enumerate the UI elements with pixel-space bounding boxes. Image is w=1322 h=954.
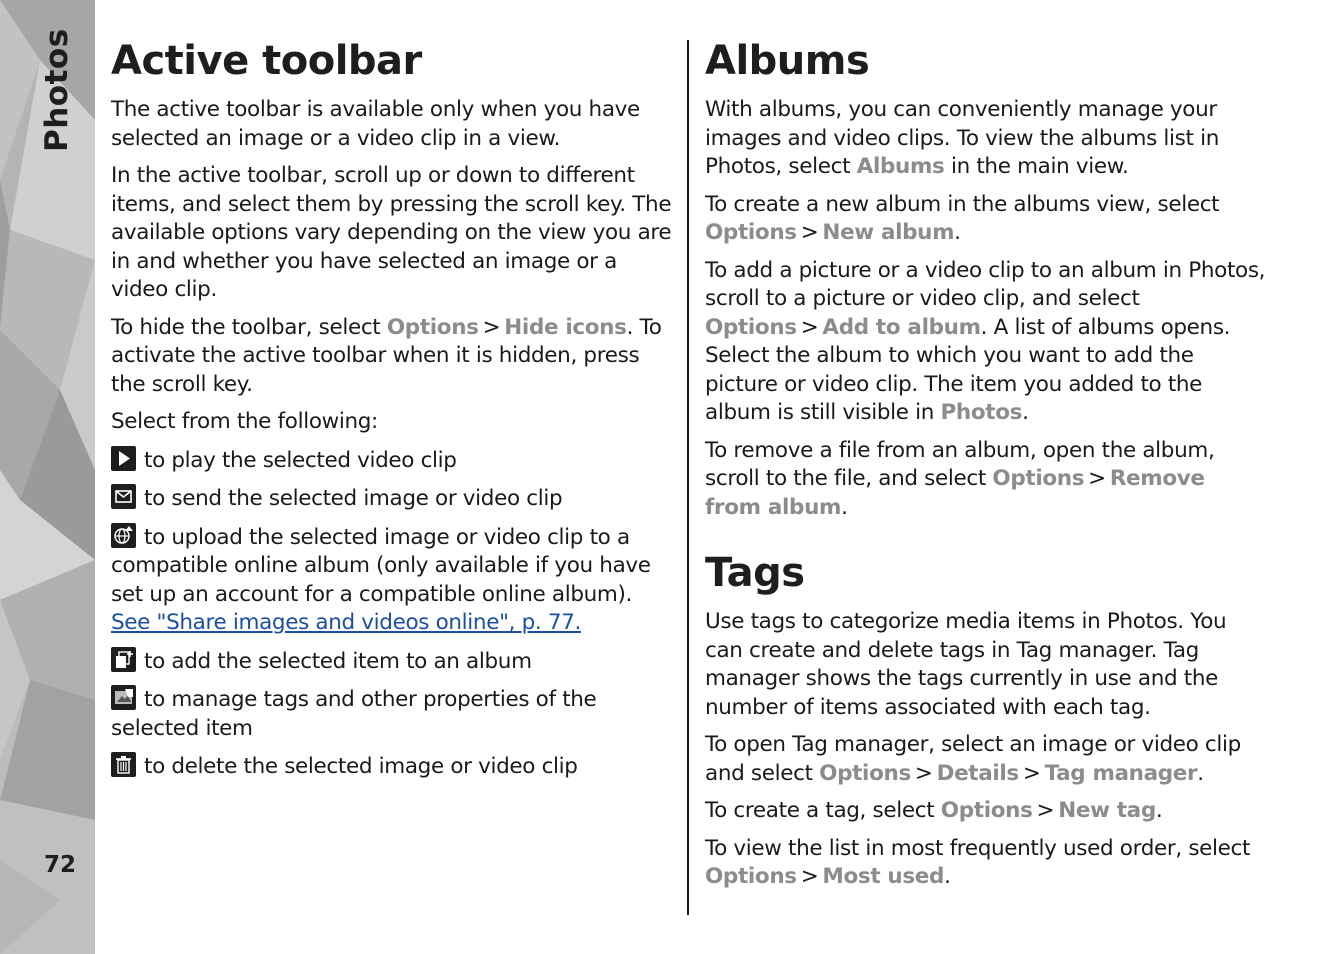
menu-keyword: Options [819, 760, 911, 786]
menu-keyword: Photos [940, 400, 1023, 425]
paragraph: To remove a file from an album, open the album, scroll to the file, and select Options > Remove from album. [705, 437, 1215, 520]
menu-keyword: Hide icons [504, 314, 627, 340]
paragraph: In the active toolbar, scroll up or down to different items, and select them by pressing the scroll key. The available options vary depending on the view you are in and whether you have selected an image or a video clip. [111, 163, 672, 302]
tags-heading: Tags [705, 550, 805, 596]
globe-upload-icon [111, 523, 136, 548]
tag-icon [111, 685, 136, 710]
menu-keyword: Albums [856, 154, 945, 179]
paragraph: With albums, you can conveniently manage your images and video clips. To view the albums list in Photos, select Albums in the main view. [705, 97, 1219, 179]
paragraph: To create a tag, select Options > New tag. [705, 798, 1163, 823]
paragraph: Use tags to categorize media items in Photos. You can create and delete tags in Tag manager. Tag manager shows the tags currently in use and the number of items associated with each tag. [705, 609, 1227, 720]
menu-keyword: Options [992, 466, 1085, 491]
menu-keyword: Options [705, 864, 797, 889]
menu-keyword: Options [705, 314, 797, 340]
section-sidebar [0, 0, 95, 954]
albums-heading: Albums [705, 38, 870, 84]
column-divider [687, 40, 689, 915]
menu-keyword: Options [705, 220, 797, 245]
envelope-icon [111, 484, 136, 509]
add-album-icon [111, 647, 136, 672]
right-column [705, 36, 1267, 901]
play-icon [111, 446, 136, 471]
section-title: Photos [39, 28, 75, 152]
trash-icon [111, 752, 136, 777]
menu-keyword: New tag [1058, 798, 1156, 823]
menu-keyword: Add to album [822, 314, 981, 340]
paragraph: To view the list in most frequently used order, select Options > Most used. [705, 835, 1251, 889]
paragraph: The active toolbar is available only when you have selected an image or a video clip in a view. [111, 97, 640, 151]
menu-keyword: Remove from album [705, 466, 1205, 520]
menu-keyword: Most used [822, 864, 945, 889]
menu-keyword: New album [822, 220, 955, 245]
toolbar-item: to manage tags and other properties of the selected item [111, 687, 597, 741]
toolbar-item: to send the selected image or video clip [111, 484, 673, 514]
toolbar-item: to upload the selected image or video clip to a compatible online album (only available if you have set up an account for a compatible online album). See "Share images and videos online", p. 77. [111, 524, 651, 635]
paragraph: To create a new album in the albums view, select Options > New album. [705, 191, 1220, 245]
menu-keyword: Details [936, 760, 1019, 786]
paragraph: To hide the toolbar, select Options > Hide icons. To activate the active toolbar when it is hidden, press the scroll key. [111, 314, 662, 397]
active-toolbar-heading: Active toolbar [111, 38, 422, 84]
menu-keyword: Options [940, 798, 1033, 823]
menu-keyword: Options [386, 314, 479, 340]
toolbar-item: to add the selected item to an album [111, 647, 673, 677]
see-share-images-link[interactable]: See "Share images and videos online", p. 77. [111, 610, 581, 635]
toolbar-item: to delete the selected image or video clip [111, 752, 673, 782]
left-column [111, 36, 673, 791]
paragraph: Select from the following: [111, 409, 378, 434]
menu-keyword: Tag manager [1044, 760, 1198, 786]
page-number: 72 [44, 852, 77, 878]
paragraph: To add a picture or a video clip to an album in Photos, scroll to a picture or video clip, and select Options > Add to album. A list of albums opens. Select the album to which you want to add the picture or video clip. The item you added to the album is still visible in Photos. [705, 257, 1266, 425]
paragraph: To open Tag manager, select an image or video clip and select Options > Details > Tag manager. [705, 732, 1241, 786]
toolbar-item: to play the selected video clip [111, 446, 673, 476]
